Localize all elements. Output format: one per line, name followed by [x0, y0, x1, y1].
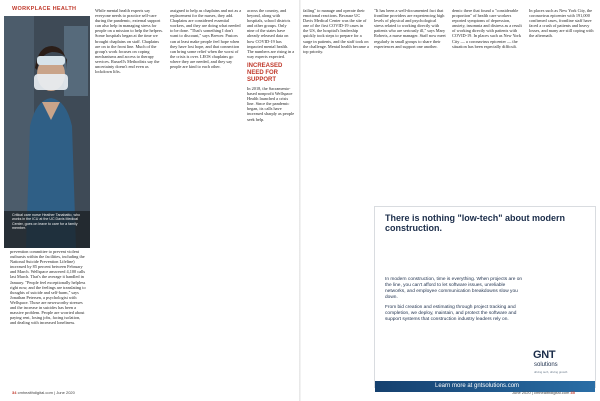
body-text: prevention committee to prevent violent outbursts within the facilities, including the National Suicide Prevention Lifeline) increased by 85 percent between February and March. Wellspace answered 4,100 calls last March. That's the average it handled in January. "People feel exceptionally helpless right now, and the feelings are translating to thoughts of suicide and self-harm," says Jonathan Petersen, a psychologist with Wellspace. Those are newsworthy stresses and the increase in suicides has been a massive problem. People are worried about paying rent, losing jobs, facing isolation, and dealing with increased loneliness.	[10, 249, 86, 326]
gnt-advertisement[interactable]	[374, 206, 596, 388]
body-column-2	[95, 8, 165, 74]
body-column-5	[303, 8, 369, 54]
footer-text: June 2020 | cmhealthdigital.com	[512, 390, 570, 395]
body-text: demic there that found a "considerable proportion" of health care workers reported symptoms of depression, anxiety, insomnia and distress as a result of working directly with patients with COVID-19. In places such as New York City — a coronavirus epicenter — the situation has been especially difficult.	[452, 8, 522, 49]
logo-tagline: driving tech, driving growth	[534, 370, 568, 374]
ad-paragraph: From bid creation and estimating through project tracking and completion, we deploy, maintain, and protect the software and support systems that construction industry leaders rely on.	[385, 305, 517, 322]
body-column-4	[247, 8, 295, 122]
body-column-6	[374, 8, 446, 49]
page-gutter	[299, 0, 301, 401]
body-text: While mental health experts say everyone needs to practice self-care during the pandemic, external support can also help in managing stress for people on a mission to help the helpers. Some hospitals began at the time we brought chaplains on staff. Chaplains are on to the front line. Much of the group's work focuses on coping mechanisms and access to therapy services. Russell's Methodists say the uncertainty doesn't end even as lockdown lifts.	[95, 8, 164, 75]
page-number: 34	[12, 390, 17, 395]
ad-cta-link[interactable]: Learn more at gntsolutions.com	[435, 383, 520, 389]
footer-right	[512, 390, 575, 395]
footer-text: cmhealthdigital.com | June 2020	[17, 390, 75, 395]
section-label: WORKPLACE HEALTH	[12, 6, 77, 12]
subhead: INCREASED NEED FOR SUPPORT	[247, 62, 283, 83]
ad-paragraph: In modern construction, time is everything. When projects are on the line, you can't afford to let software issues, unreliable networks, and employee communication breakdowns slow you down.	[385, 277, 523, 300]
logo-main-text: GNT	[533, 349, 556, 361]
body-column-1	[10, 249, 86, 325]
gnt-logo	[533, 349, 588, 379]
body-text: assigned to help as chaplains and not as a replacement for the nurses, they add. Chaplains are considered essential workers, and they are doing what needed to be done. "That's something I don't want to discount," says Brewer. Pastors can at least make people feel hope when they have lost hope, and that connection can bring some relief when the worst of the crisis is over. LEOS chaplains go where they are needed, and they say people are kind to each other.	[170, 8, 242, 70]
ad-body	[385, 277, 525, 323]
body-column-7	[452, 8, 524, 49]
body-column-8	[529, 8, 595, 39]
ad-headline: There is nothing "low-tech" about modern construction.	[385, 213, 566, 233]
page-number: 35	[570, 390, 575, 395]
photo-caption: Critical care nurse Heather Tanabatto, who works in the ICU at the UC Davis Medical Center, goes on leave to care for a family member.	[12, 213, 81, 231]
subhead-text: In 2018, the Sacramento-based nonprofit Wellspace Health launched a crisis line. Since the pandemic began, its calls have increased sharply as people seek help.	[247, 85, 295, 122]
logo-secondary-text: solutions	[534, 362, 558, 368]
body-text: failing" to manage and operate their emotional reactions. Because UC Davis Medical Center was the site of one of the first COVID-19 cases in the US, the hospital's leadership quickly took steps to prepare for a surge in patients, and the staff took on the challenge. Mental health became a top priority.	[303, 8, 369, 54]
body-column-3	[170, 8, 242, 69]
body-text: In places such as New York City, the coronavirus epicenter with 191,000 confirmed cases, frontline staff have faced a crush of patients and heavy losses, and many are still coping with the aftermath.	[529, 8, 594, 39]
body-text: across the country, and beyond, along with hospitals, school districts and other groups. Only nine of the states have already released data on how COVID-19 has impacted mental health. The numbers are rising in a way experts expected.	[247, 8, 295, 59]
body-text: "It has been a well-documented fact that frontline providers are experiencing high levels of physical and psychological stress related to working directly with patients who are seriously ill," says Mary Roberts, a nurse manager. Staff now meet regularly in small groups to share their experiences and support one another.	[374, 8, 446, 49]
footer-left	[12, 390, 75, 395]
